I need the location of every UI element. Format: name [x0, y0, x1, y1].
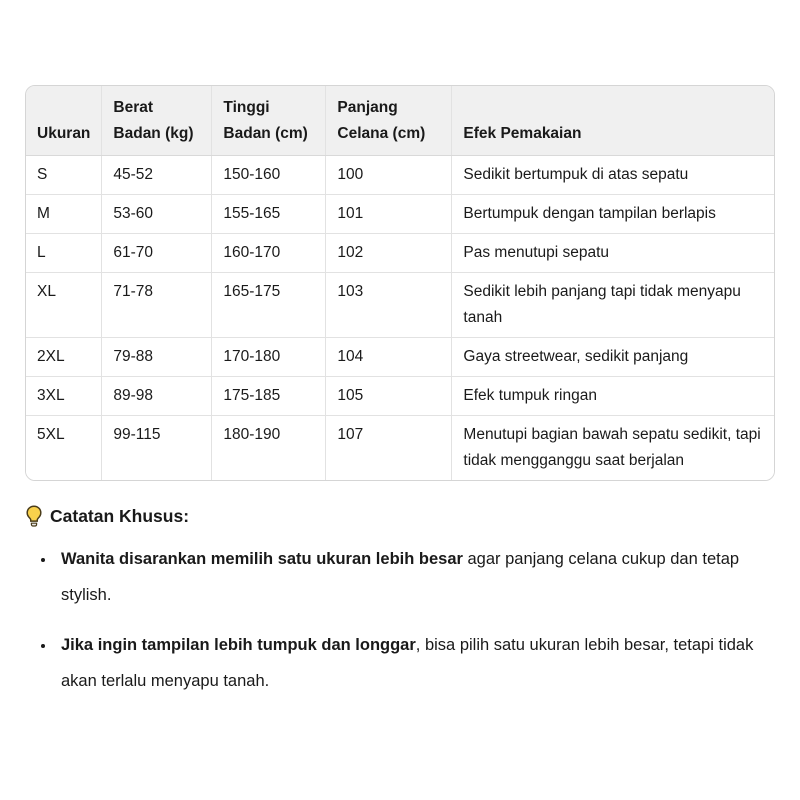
- table-row: [26, 273, 774, 338]
- cell-berat: 89-98: [102, 377, 212, 416]
- cell-tinggi: 160-170: [212, 234, 326, 273]
- cell-ukuran: 3XL: [26, 377, 102, 416]
- cell-panjang: 105: [326, 377, 452, 416]
- cell-panjang: 107: [326, 416, 452, 481]
- cell-berat: 53-60: [102, 195, 212, 234]
- cell-efek: Pas menutupi sepatu: [452, 234, 774, 273]
- cell-efek: Gaya streetwear, sedikit panjang: [452, 338, 774, 377]
- note-item: [56, 627, 775, 699]
- note-bold-text: Wanita disarankan memilih satu ukuran lebih besar: [61, 550, 463, 568]
- note-item: [56, 541, 775, 613]
- cell-efek: Sedikit lebih panjang tapi tidak menyapu tanah: [452, 273, 774, 338]
- cell-berat: 45-52: [102, 156, 212, 195]
- cell-ukuran: S: [26, 156, 102, 195]
- note-bold-text: Jika ingin tampilan lebih tumpuk dan longgar: [61, 636, 416, 654]
- note-rest-text: agar panjang celana cukup dan tetap stylish.: [61, 550, 740, 604]
- cell-ukuran: XL: [26, 273, 102, 338]
- cell-efek: Menutupi bagian bawah sepatu sedikit, tapi tidak mengganggu saat berjalan: [452, 416, 774, 481]
- table-row: [26, 416, 774, 481]
- notes-heading-text: Catatan Khusus:: [50, 505, 190, 526]
- cell-tinggi: 155-165: [212, 195, 326, 234]
- cell-tinggi: 170-180: [212, 338, 326, 377]
- cell-ukuran: 2XL: [26, 338, 102, 377]
- cell-tinggi: 175-185: [212, 377, 326, 416]
- cell-ukuran: M: [26, 195, 102, 234]
- col-header-efek-pemakaian: Efek Pemakaian: [452, 86, 774, 156]
- col-header-ukuran: Ukuran: [26, 86, 102, 156]
- lightbulb-icon: [25, 505, 43, 527]
- table-row: [26, 338, 774, 377]
- size-chart-table: [25, 85, 775, 481]
- cell-berat: 71-78: [102, 273, 212, 338]
- table-row: [26, 234, 774, 273]
- note-rest-text: , bisa pilih satu ukuran lebih besar, tetapi tidak akan terlalu menyapu tanah.: [61, 636, 754, 690]
- notes-list: [25, 541, 775, 699]
- cell-efek: Bertumpuk dengan tampilan berlapis: [452, 195, 774, 234]
- cell-efek: Sedikit bertumpuk di atas sepatu: [452, 156, 774, 195]
- cell-panjang: 102: [326, 234, 452, 273]
- cell-ukuran: 5XL: [26, 416, 102, 481]
- cell-tinggi: 150-160: [212, 156, 326, 195]
- table-row: [26, 195, 774, 234]
- header-row: [26, 86, 774, 156]
- cell-panjang: 100: [326, 156, 452, 195]
- cell-tinggi: 180-190: [212, 416, 326, 481]
- cell-panjang: 103: [326, 273, 452, 338]
- size-chart: [26, 86, 774, 480]
- cell-panjang: 101: [326, 195, 452, 234]
- notes-section: [25, 505, 775, 699]
- cell-berat: 61-70: [102, 234, 212, 273]
- cell-berat: 79-88: [102, 338, 212, 377]
- cell-ukuran: L: [26, 234, 102, 273]
- cell-berat: 99-115: [102, 416, 212, 481]
- cell-tinggi: 165-175: [212, 273, 326, 338]
- cell-panjang: 104: [326, 338, 452, 377]
- col-header-tinggi-badan: Tinggi Badan (cm): [212, 86, 326, 156]
- table-row: [26, 156, 774, 195]
- notes-heading: [25, 505, 775, 527]
- cell-efek: Efek tumpuk ringan: [452, 377, 774, 416]
- col-header-panjang-celana: Panjang Celana (cm): [326, 86, 452, 156]
- col-header-berat-badan: Berat Badan (kg): [102, 86, 212, 156]
- table-row: [26, 377, 774, 416]
